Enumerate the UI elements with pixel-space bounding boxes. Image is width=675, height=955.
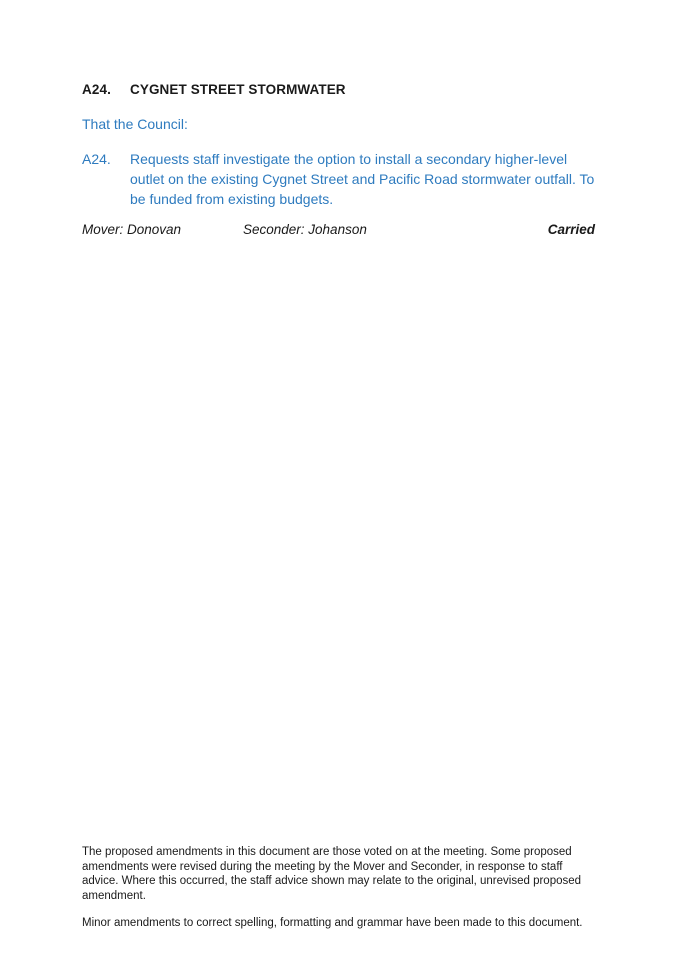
footer-notes	[82, 845, 602, 944]
resolution-intro: That the Council:	[82, 116, 188, 132]
item-heading	[82, 82, 346, 97]
note-paragraph: Minor amendments to correct spelling, formatting and grammar have been made to this document.	[82, 917, 583, 929]
resolution-text: Requests staff investigate the option to install a secondary higher-level outlet on the existing Cygnet Street and Pacific Road stormwater outfall. To be funded from existing budgets.	[130, 151, 595, 207]
note-paragraph: The proposed amendments in this document are those voted on at the meeting. Some proposed amendments were revised during the meeting by the Mover and Seconder, in response to staff advice. Where this occurred, the staff advice shown may relate to the original, unrevised proposed amendment.	[82, 846, 582, 902]
vote-result: Carried	[547, 222, 595, 237]
seconder: Seconder: Johanson	[243, 222, 367, 237]
item-title: CYGNET STREET STORMWATER	[130, 82, 346, 97]
item-number: A24.	[82, 82, 111, 97]
resolution-block	[82, 149, 602, 209]
mover: Mover: Donovan	[82, 222, 182, 237]
resolution-number: A24.	[82, 151, 111, 167]
